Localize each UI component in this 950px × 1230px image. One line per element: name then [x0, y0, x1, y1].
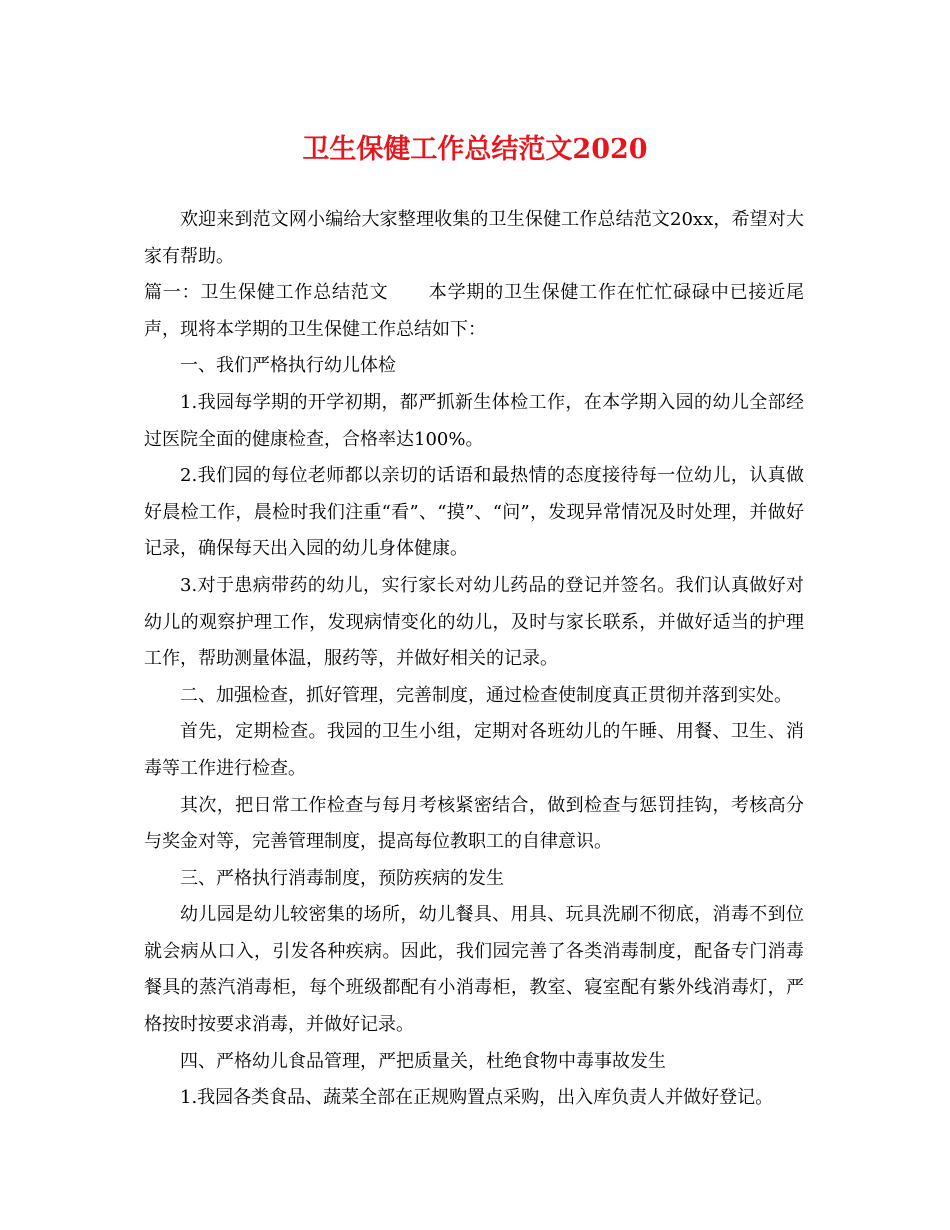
paragraph: 其次，把日常工作检查与每月考核紧密结合，做到检查与惩罚挂钩，考核高分与奖金对等，完善管理制度，提高每位教职工的自律意识。 — [144, 794, 804, 853]
document-title: 卫生保健工作总结范文2020 — [302, 134, 648, 165]
section-heading-1: 一、我们严格执行幼儿体检 — [180, 355, 396, 377]
section-heading-4: 四、严格幼儿食品管理，严把质量关，杜绝食物中毒事故发生 — [180, 1050, 666, 1072]
document-body — [144, 202, 804, 1117]
paragraph: 1.我园每学期的开学初期，都严抓新生体检工作，在本学期入园的幼儿全部经过医院全面的健康检查，合格率达100%。 — [144, 391, 804, 450]
chapter-lead: 本学期的卫生保健工作在忙忙碌碌中已接近尾声，现将本学期的卫生保健工作总结如下： — [144, 282, 805, 340]
paragraph: 幼儿园是幼儿较密集的场所，幼儿餐具、用具、玩具洗刷不彻底，消毒不到位就会病从口入，引发各种疾病。因此，我们园完善了各类消毒制度，配备专门消毒餐具的蒸汽消毒柜，每个班级都配有小消毒柜，教室、寝室配有紫外线消毒灯，严格按时按要求消毒，并做好记录。 — [144, 904, 804, 1036]
section-heading-3: 三、严格执行消毒制度，预防疾病的发生 — [180, 867, 504, 889]
paragraph: 3.对于患病带药的幼儿，实行家长对幼儿药品的登记并签名。我们认真做好对幼儿的观察护理工作，发现病情变化的幼儿，及时与家长联系，并做好适当的护理工作，帮助测量体温，服药等，并做好相关的记录。 — [144, 574, 804, 670]
paragraph: 首先，定期检查。我园的卫生小组，定期对各班幼儿的午睡、用餐、卫生、消毒等工作进行检查。 — [144, 721, 804, 779]
section-heading-2: 二、加强检查，抓好管理，完善制度，通过检查使制度真正贯彻并落到实处。 — [180, 684, 792, 706]
chapter-label: 篇一：卫生保健工作总结范文 — [144, 282, 389, 304]
paragraph: 2.我们园的每位老师都以亲切的话语和最热情的态度接待每一位幼儿，认真做好晨检工作，晨检时我们注重“看”、“摸”、“问”，发现异常情况及时处理，并做好记录，确保每天出入园的幼儿身体健康。 — [144, 465, 804, 560]
paragraph: 1.我园各类食品、蔬菜全部在正规购置点采购，出入库负责人并做好登记。 — [180, 1087, 774, 1109]
chapter-paragraph — [144, 275, 804, 348]
intro-paragraph: 欢迎来到范文网小编给大家整理收集的卫生保健工作总结范文20xx，希望对大家有帮助。 — [144, 209, 804, 267]
